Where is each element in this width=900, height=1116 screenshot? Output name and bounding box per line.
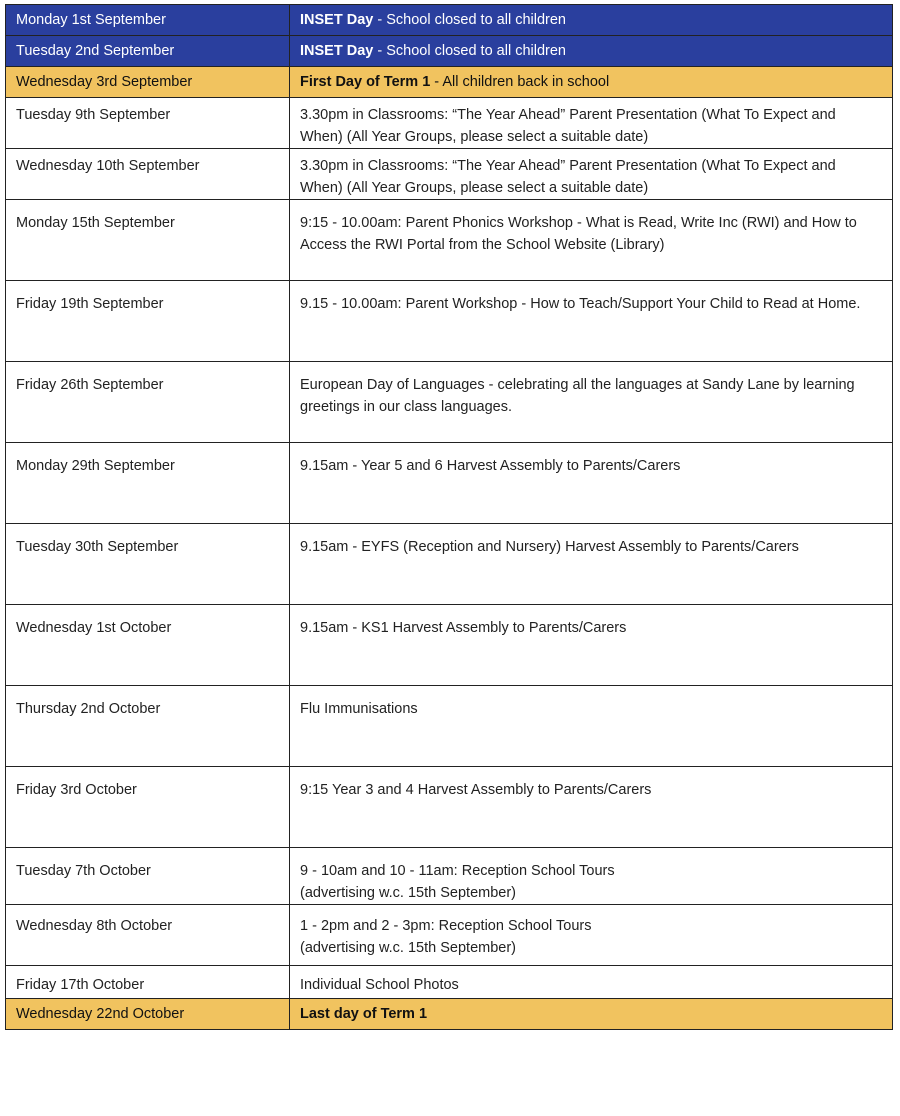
- event-line: (advertising w.c. 15th September): [300, 940, 516, 956]
- event-cell: Individual School Photos: [290, 966, 893, 999]
- event-cell: 9:15 - 10.00am: Parent Phonics Workshop - What is Read, Write Inc (RWI) and How to Access the RWI Portal from the School Website (Library): [290, 200, 893, 281]
- date-cell: Monday 15th September: [6, 200, 290, 281]
- table-row: [6, 149, 893, 200]
- date-cell: Thursday 2nd October: [6, 686, 290, 767]
- table-row: [6, 524, 893, 605]
- date-cell: Wednesday 22nd October: [6, 999, 290, 1030]
- date-cell: Friday 17th October: [6, 966, 290, 999]
- date-cell: Friday 3rd October: [6, 767, 290, 848]
- date-cell: Wednesday 1st October: [6, 605, 290, 686]
- event-text: - School closed to all children: [373, 43, 566, 59]
- table-row: [6, 905, 893, 966]
- event-cell: 9.15am - Year 5 and 6 Harvest Assembly to Parents/Carers: [290, 443, 893, 524]
- event-cell: 9:15 Year 3 and 4 Harvest Assembly to Parents/Carers: [290, 767, 893, 848]
- event-cell: 3.30pm in Classrooms: “The Year Ahead” Parent Presentation (What To Expect and When) (All Year Groups, please select a suitable date): [290, 98, 893, 149]
- table-row: [6, 999, 893, 1030]
- event-title: Last day of Term 1: [300, 1006, 428, 1022]
- event-line: 9 - 10am and 10 - 11am: Reception School Tours: [300, 863, 615, 879]
- event-title: First Day of Term 1: [300, 74, 431, 90]
- table-row: [6, 767, 893, 848]
- event-line: (advertising w.c. 15th September): [300, 885, 516, 901]
- event-cell: 9.15am - EYFS (Reception and Nursery) Harvest Assembly to Parents/Carers: [290, 524, 893, 605]
- date-cell: Friday 26th September: [6, 362, 290, 443]
- table-row: [6, 443, 893, 524]
- table-row: [6, 98, 893, 149]
- date-cell: Friday 19th September: [6, 281, 290, 362]
- event-cell: European Day of Languages - celebrating all the languages at Sandy Lane by learning greetings in our class languages.: [290, 362, 893, 443]
- date-cell: Wednesday 8th October: [6, 905, 290, 966]
- table-row: [6, 848, 893, 905]
- term-dates-table: [5, 4, 893, 1030]
- event-cell: [290, 848, 893, 905]
- table-row: [6, 966, 893, 999]
- table-row: [6, 200, 893, 281]
- date-cell: Tuesday 30th September: [6, 524, 290, 605]
- event-cell: Flu Immunisations: [290, 686, 893, 767]
- date-cell: Monday 1st September: [6, 5, 290, 36]
- date-cell: Tuesday 9th September: [6, 98, 290, 149]
- table-row: [6, 36, 893, 67]
- event-cell: 9.15am - KS1 Harvest Assembly to Parents/Carers: [290, 605, 893, 686]
- event-cell: [290, 5, 893, 36]
- event-text: - All children back in school: [430, 74, 610, 90]
- table-row: [6, 605, 893, 686]
- event-cell: 3.30pm in Classrooms: “The Year Ahead” Parent Presentation (What To Expect and When) (All Year Groups, please select a suitable date): [290, 149, 893, 200]
- event-title: INSET Day: [300, 12, 374, 28]
- table-row: [6, 281, 893, 362]
- date-cell: Monday 29th September: [6, 443, 290, 524]
- table-row: [6, 686, 893, 767]
- table-row: [6, 362, 893, 443]
- date-cell: Tuesday 7th October: [6, 848, 290, 905]
- date-cell: Wednesday 10th September: [6, 149, 290, 200]
- event-cell: [290, 999, 893, 1030]
- event-cell: [290, 36, 893, 67]
- event-text: - School closed to all children: [373, 12, 566, 28]
- date-cell: Wednesday 3rd September: [6, 67, 290, 98]
- event-cell: [290, 905, 893, 966]
- event-line: 1 - 2pm and 2 - 3pm: Reception School Tours: [300, 918, 592, 934]
- table-row: [6, 5, 893, 36]
- event-cell: [290, 67, 893, 98]
- date-cell: Tuesday 2nd September: [6, 36, 290, 67]
- event-cell: 9.15 - 10.00am: Parent Workshop - How to Teach/Support Your Child to Read at Home.: [290, 281, 893, 362]
- event-title: INSET Day: [300, 43, 374, 59]
- table-row: [6, 67, 893, 98]
